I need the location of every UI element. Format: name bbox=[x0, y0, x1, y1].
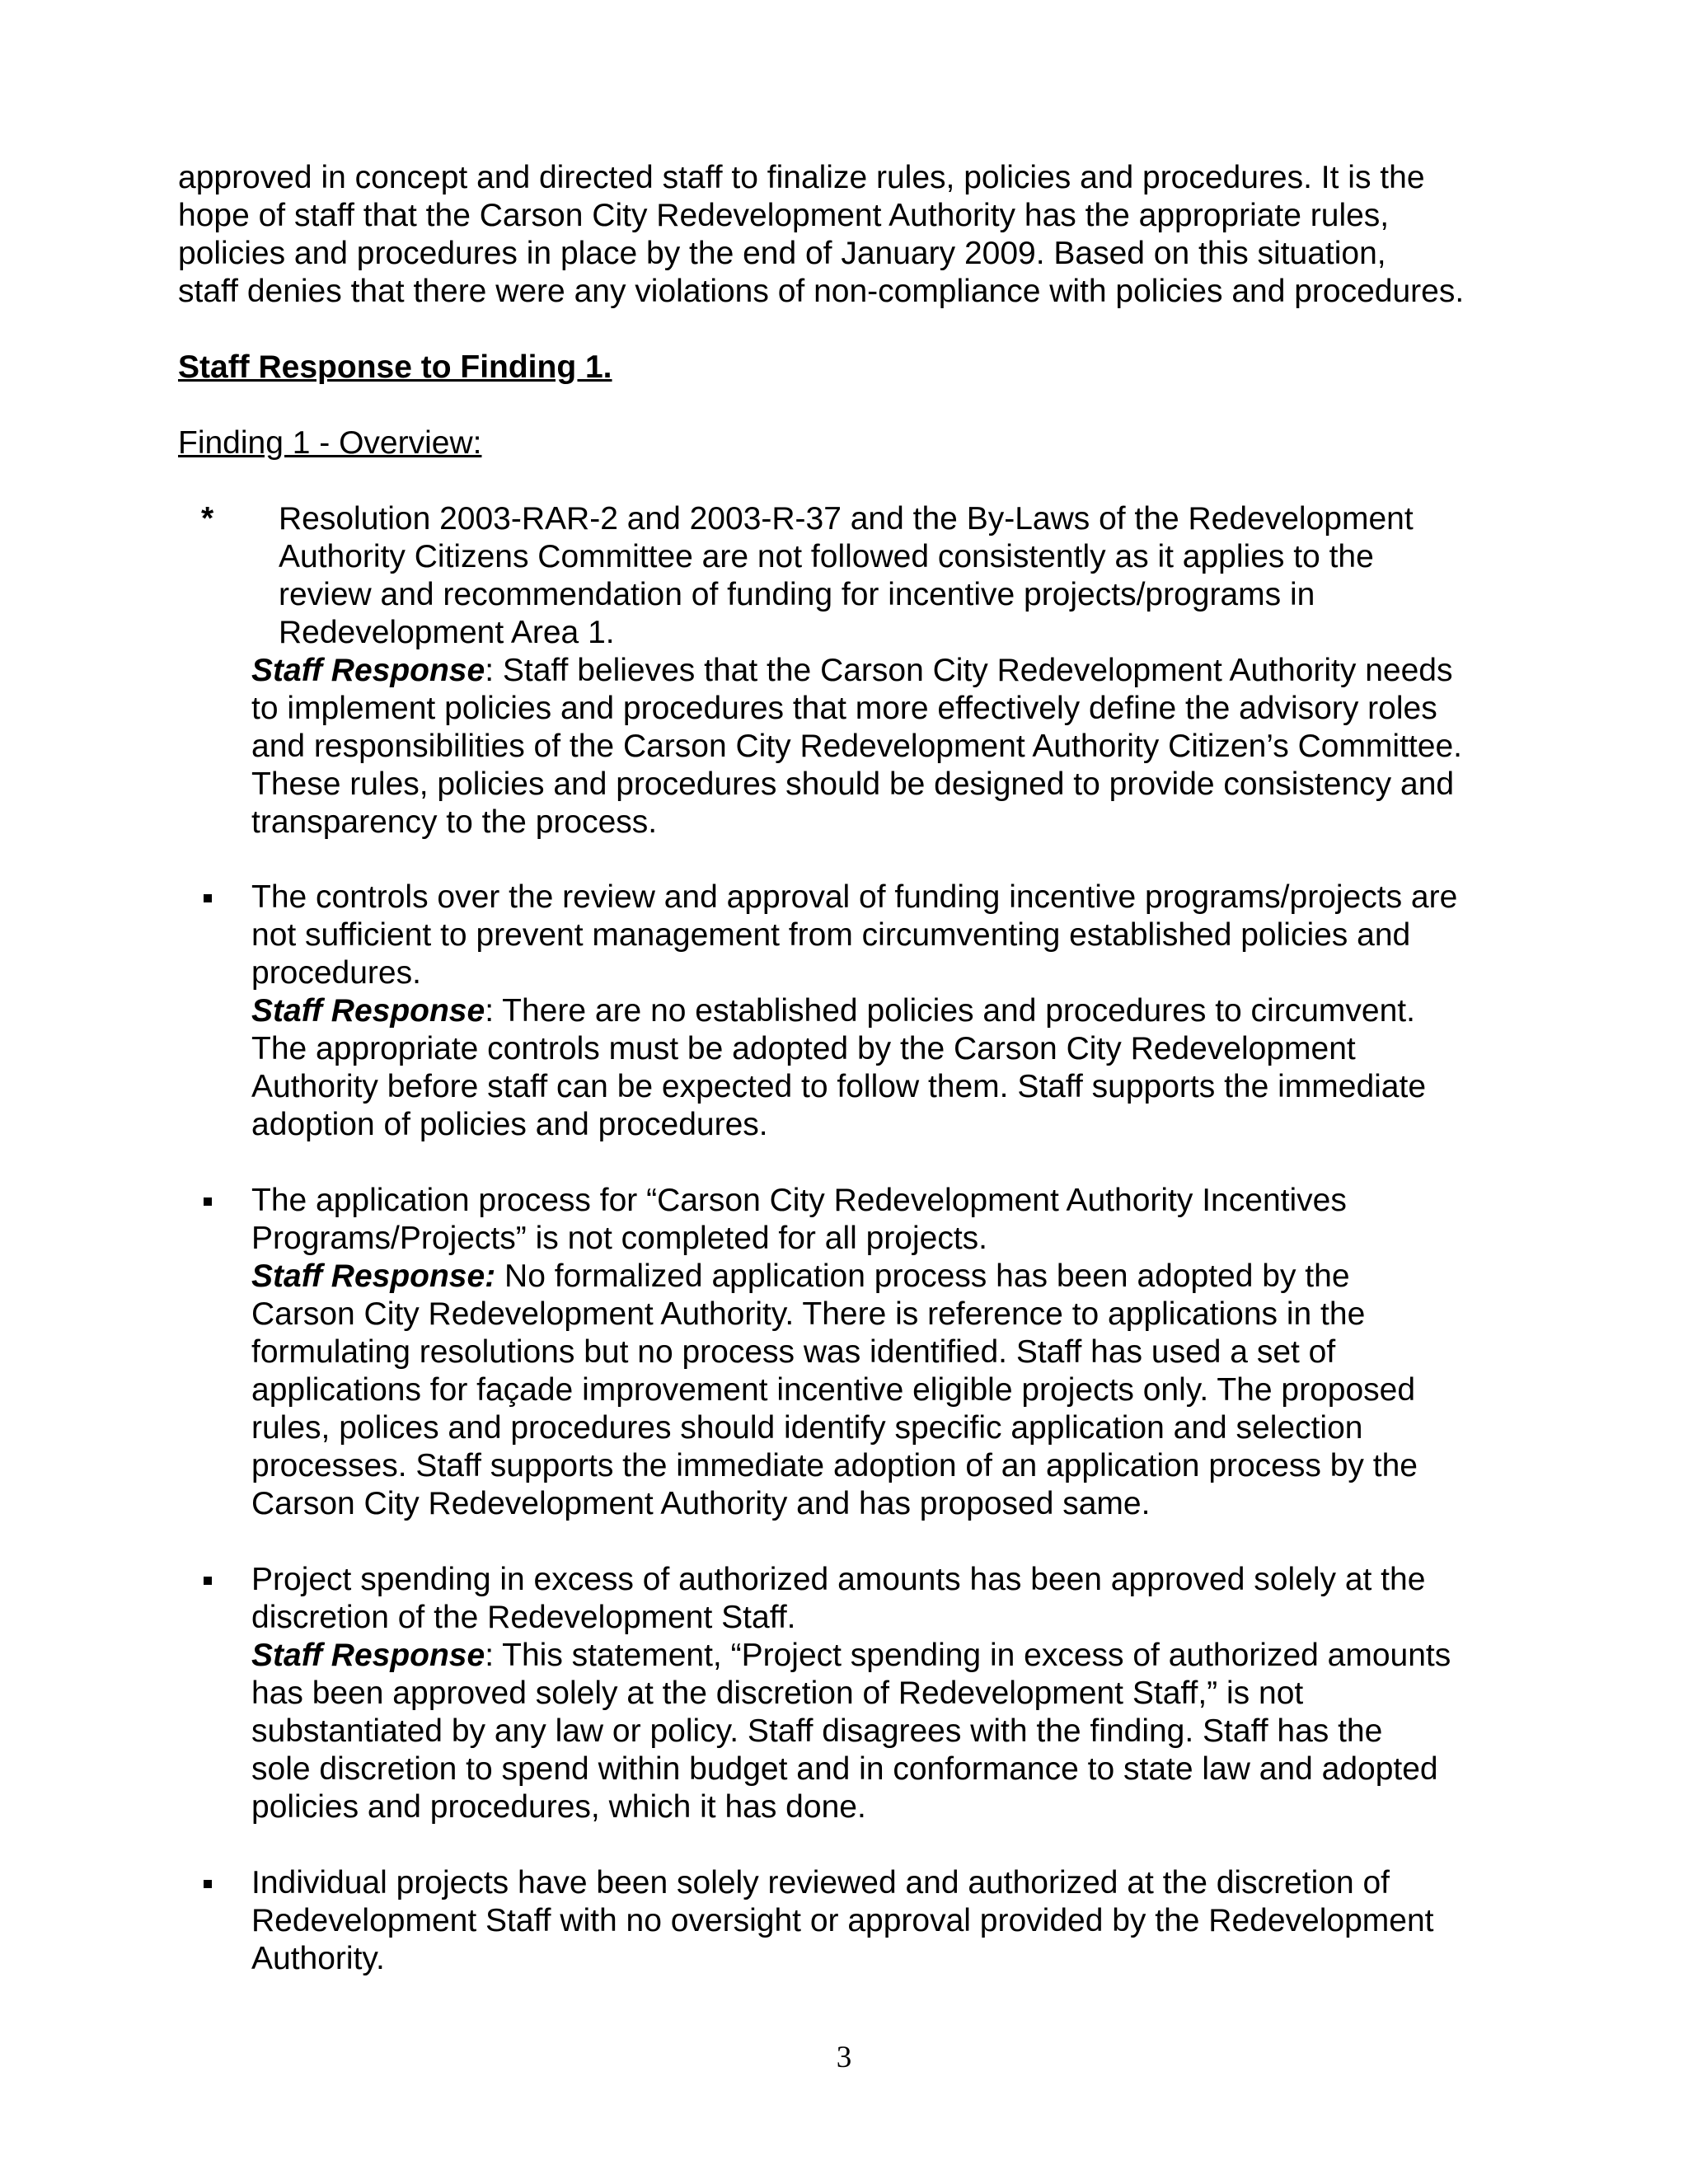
staff-response-label: Staff Response: bbox=[251, 1258, 496, 1294]
response-line: rules, polices and procedures should identify specific application and selection bbox=[251, 1410, 1363, 1446]
response-line: These rules, policies and procedures should be designed to provide consistency and bbox=[251, 766, 1455, 802]
finding-text bbox=[251, 879, 1457, 992]
staff-response bbox=[251, 1258, 1418, 1523]
staff-response-label: Staff Response bbox=[251, 1638, 485, 1673]
finding-text bbox=[251, 1864, 1433, 1978]
finding-line: Redevelopment Staff with no oversight or approval provided by the Redevelopment bbox=[251, 1903, 1434, 1938]
finding-line: The controls over the review and approval of funding incentive programs/projects are bbox=[251, 879, 1458, 915]
response-line: Authority before staff can be expected to follow them. Staff supports the immediate bbox=[251, 1069, 1427, 1104]
finding-line: not sufficient to prevent management from circumventing established policies and bbox=[251, 917, 1411, 953]
finding-text bbox=[251, 1182, 1347, 1258]
staff-response-label: Staff Response bbox=[251, 653, 485, 688]
square-bullet-icon bbox=[204, 894, 212, 902]
intro-line: staff denies that there were any violations of non-compliance with policies and procedures. bbox=[178, 274, 1465, 309]
finding-text bbox=[251, 1561, 1425, 1637]
response-line: Staff Response: This statement, “Project spending in excess of authorized amounts bbox=[251, 1638, 1451, 1673]
response-line: Staff Response: Staff believes that the Carson City Redevelopment Authority needs bbox=[251, 653, 1453, 688]
finding-line: Authority Citizens Committee are not followed consistently as it applies to the bbox=[279, 539, 1374, 574]
finding-line: Resolution 2003-RAR-2 and 2003-R-37 and the By-Laws of the Redevelopment bbox=[279, 501, 1414, 537]
finding-line: discretion of the Redevelopment Staff. bbox=[251, 1600, 796, 1635]
intro-paragraph bbox=[178, 159, 1546, 311]
response-line: Carson City Redevelopment Authority and has proposed same. bbox=[251, 1486, 1151, 1521]
intro-line: policies and procedures in place by the end of January 2009. Based on this situation, bbox=[178, 236, 1386, 271]
section-subheading: Finding 1 - Overview: bbox=[178, 425, 482, 461]
response-line: transparency to the process. bbox=[251, 804, 658, 840]
staff-response bbox=[251, 652, 1462, 841]
response-line: to implement policies and procedures that more effectively define the advisory roles bbox=[251, 691, 1437, 726]
finding-line: Authority. bbox=[251, 1941, 385, 1976]
response-line: substantiated by any law or policy. Staff disagrees with the finding. Staff has the bbox=[251, 1713, 1383, 1749]
square-bullet-icon bbox=[204, 1197, 212, 1206]
response-line: The appropriate controls must be adopted by the Carson City Redevelopment bbox=[251, 1031, 1356, 1066]
intro-line: hope of staff that the Carson City Redevelopment Authority has the appropriate rules, bbox=[178, 198, 1390, 233]
response-line: Staff Response: No formalized application process has been adopted by the bbox=[251, 1258, 1350, 1294]
response-line: Carson City Redevelopment Authority. There is reference to applications in the bbox=[251, 1296, 1366, 1332]
finding-line: The application process for “Carson City Redevelopment Authority Incentives bbox=[251, 1183, 1347, 1218]
staff-response bbox=[251, 992, 1426, 1144]
response-line: sole discretion to spend within budget and in conformance to state law and adopted bbox=[251, 1751, 1438, 1787]
finding-line: procedures. bbox=[251, 955, 421, 991]
response-line: has been approved solely at the discretion of Redevelopment Staff,” is not bbox=[251, 1675, 1304, 1711]
response-line: Staff Response: There are no established policies and procedures to circumvent. bbox=[251, 993, 1415, 1029]
finding-line: Individual projects have been solely reviewed and authorized at the discretion of bbox=[251, 1865, 1390, 1900]
square-bullet-icon bbox=[204, 1880, 212, 1888]
response-line: applications for façade improvement incentive eligible projects only. The proposed bbox=[251, 1372, 1416, 1408]
response-line: processes. Staff supports the immediate adoption of an application process by the bbox=[251, 1448, 1418, 1483]
response-line: formulating resolutions but no process was identified. Staff has used a set of bbox=[251, 1334, 1336, 1370]
response-line: adoption of policies and procedures. bbox=[251, 1107, 768, 1142]
staff-response-label: Staff Response bbox=[251, 993, 485, 1029]
finding-line: review and recommendation of funding for incentive projects/programs in bbox=[279, 577, 1315, 612]
finding-line: Redevelopment Area 1. bbox=[279, 615, 615, 650]
response-line: and responsibilities of the Carson City Redevelopment Authority Citizen’s Committee. bbox=[251, 729, 1462, 764]
finding-text bbox=[279, 500, 1414, 652]
staff-response bbox=[251, 1637, 1451, 1826]
page-number: 3 bbox=[836, 2041, 852, 2074]
finding-line: Project spending in excess of authorized amounts has been approved solely at the bbox=[251, 1562, 1426, 1597]
finding-line: Programs/Projects” is not completed for all projects. bbox=[251, 1221, 988, 1256]
square-bullet-icon bbox=[204, 1577, 212, 1585]
asterisk-bullet: * bbox=[201, 501, 214, 537]
intro-line: approved in concept and directed staff to finalize rules, policies and procedures. It is the bbox=[178, 160, 1425, 195]
response-line: policies and procedures, which it has done. bbox=[251, 1789, 866, 1825]
section-heading: Staff Response to Finding 1. bbox=[178, 349, 612, 385]
